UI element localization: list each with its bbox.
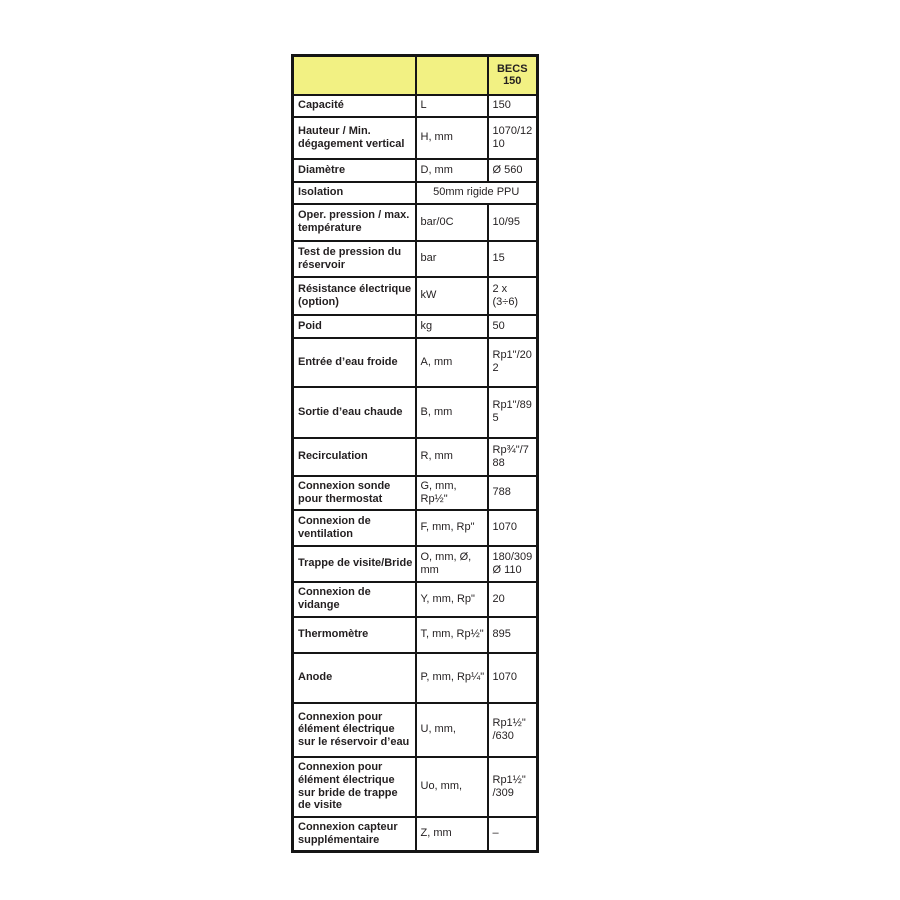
row-label: Résistance électrique (option) [293,277,416,315]
row-label: Test de pression du réservoir [293,241,416,277]
row-label: Poid [293,315,416,338]
row-unit: D, mm [416,159,488,182]
row-value: 150 [488,95,538,117]
row-value: 1070 [488,653,538,703]
row-label: Connexion de ventilation [293,510,416,546]
spec-row-ventilation [293,510,538,546]
row-label: Connexion de vidange [293,582,416,617]
row-value: Ø 560 [488,159,538,182]
spec-row-isolation [293,182,538,204]
row-value: 895 [488,617,538,653]
row-unit: Uo, mm, [416,757,488,817]
header-empty-unit-cell [416,56,488,95]
spec-row-element-electrique-reservoir [293,703,538,757]
table-header-row [293,56,538,95]
row-unit: O, mm, Ø, mm [416,546,488,582]
row-merged-value: 50mm rigide PPU [416,182,538,204]
row-unit: P, mm, Rp¼" [416,653,488,703]
row-label: Diamètre [293,159,416,182]
row-label: Hauteur / Min. dégagement vertical [293,117,416,159]
row-value: Rp1"/895 [488,387,538,438]
spec-row-thermometre [293,617,538,653]
row-label: Connexion pour élément électrique sur bride de trappe de visite [293,757,416,817]
row-value: 788 [488,476,538,510]
spec-row-capteur-supplementaire [293,817,538,852]
row-value: 180/309 Ø 110 [488,546,538,582]
spec-table [291,54,539,853]
row-unit: Y, mm, Rp" [416,582,488,617]
row-unit: Z, mm [416,817,488,852]
spec-row-hauteur [293,117,538,159]
spec-row-element-electrique-bride [293,757,538,817]
row-label: Trappe de visite/Bride [293,546,416,582]
spec-row-sortie-eau-chaude [293,387,538,438]
row-value: 15 [488,241,538,277]
spec-row-poid [293,315,538,338]
row-label: Connexion pour élément électrique sur le réservoir d’eau [293,703,416,757]
row-value: 50 [488,315,538,338]
spec-row-diametre [293,159,538,182]
row-value: 20 [488,582,538,617]
header-model-cell: BECS 150 [488,56,538,95]
row-unit: kg [416,315,488,338]
row-value: Rp¾"/788 [488,438,538,476]
spec-row-resistance [293,277,538,315]
spec-row-sonde-thermostat [293,476,538,510]
spec-row-oper-pression [293,204,538,241]
row-label: Thermomètre [293,617,416,653]
row-unit: H, mm [416,117,488,159]
row-unit: L [416,95,488,117]
row-unit: bar [416,241,488,277]
row-unit: kW [416,277,488,315]
row-value: – [488,817,538,852]
spec-row-recirculation [293,438,538,476]
row-label: Oper. pression / max. température [293,204,416,241]
row-value: Rp1½" /309 [488,757,538,817]
row-unit: T, mm, Rp½" [416,617,488,653]
row-label: Isolation [293,182,416,204]
spec-row-entree-eau-froide [293,338,538,387]
row-value: Rp1"/202 [488,338,538,387]
row-label: Connexion capteur supplémentaire [293,817,416,852]
row-value: 2 x (3÷6) [488,277,538,315]
row-value: 10/95 [488,204,538,241]
row-unit: bar/0C [416,204,488,241]
row-unit: G, mm, Rp½" [416,476,488,510]
spec-row-vidange [293,582,538,617]
row-value: Rp1½" /630 [488,703,538,757]
row-label: Sortie d’eau chaude [293,387,416,438]
row-unit: A, mm [416,338,488,387]
row-value: 1070 [488,510,538,546]
row-label: Anode [293,653,416,703]
row-label: Recirculation [293,438,416,476]
row-label: Entrée d’eau froide [293,338,416,387]
row-label: Capacité [293,95,416,117]
row-value: 1070/1210 [488,117,538,159]
row-unit: U, mm, [416,703,488,757]
spec-row-trappe-visite [293,546,538,582]
row-label: Connexion sonde pour thermostat [293,476,416,510]
row-unit: R, mm [416,438,488,476]
row-unit: B, mm [416,387,488,438]
spec-row-test-pression [293,241,538,277]
header-empty-label-cell [293,56,416,95]
spec-row-anode [293,653,538,703]
spec-row-capacite [293,95,538,117]
row-unit: F, mm, Rp" [416,510,488,546]
